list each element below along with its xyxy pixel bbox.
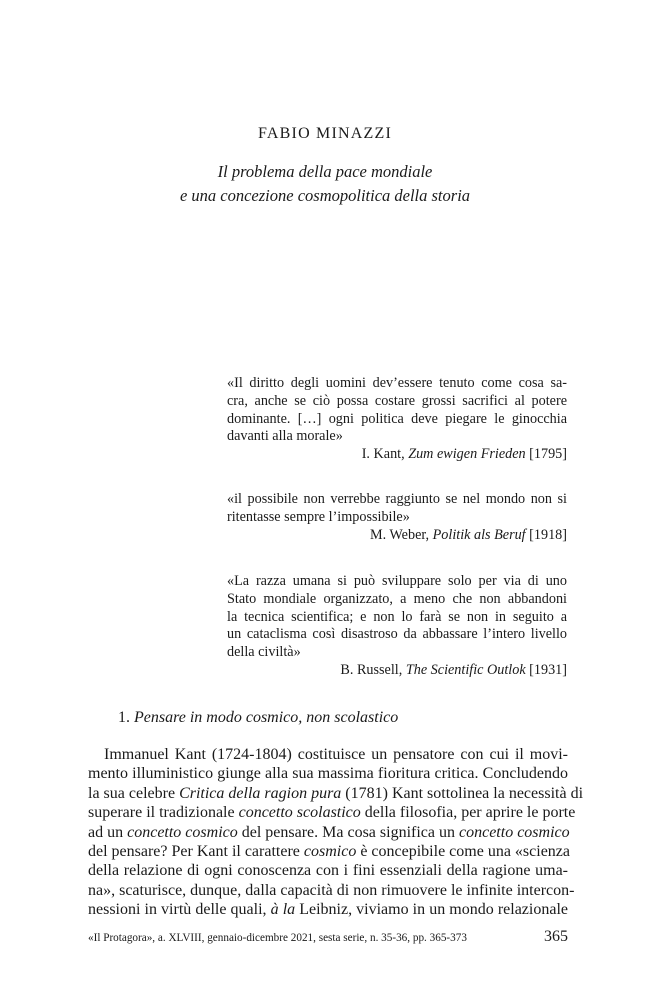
quote-line: della civiltà» [227,644,301,661]
epigraph-quote [227,573,567,662]
body-line: della relazione di ogni conoscenza con i fini essenziali della ragione uma- [88,862,568,880]
epigraph-kant [227,375,567,464]
cite-author: B. Russell, [340,661,406,678]
emphasis: concetto cosmico [459,823,570,841]
cite-year: [1795] [525,446,567,463]
epigraph-citation [227,662,567,680]
epigraph-weber [227,491,567,544]
body-text: del pensare? Per Kant il carattere [88,843,304,861]
body-line [88,823,568,842]
quote-line: cra, anche se ciò possa costare grossi sacrifici al potere [227,392,567,409]
body-text: nessioni in virtù delle quali, [88,901,271,919]
title-line-2: e una concezione cosmopolitica della storia [179,186,471,205]
quote-line: «Il diritto degli uomini dev’essere tenuto come cosa sa- [227,375,567,391]
quote-line: un cataclisma così disastroso da abbassare l’intero livello [227,626,567,643]
cite-work: The Scientific Outlok [405,661,526,678]
body-text: della filosofia, per aprire le porte [360,804,576,822]
epigraph-quote [227,375,567,446]
section-title: Pensare in modo cosmico, non scolastico [134,709,399,726]
body-text: Leibniz, viviamo in un mondo relazionale [295,901,568,919]
body-line: na», scaturisce, dunque, dalla capacità di non rimuovere le infinite intercon- [88,881,575,899]
body-paragraph [88,745,584,920]
quote-line: la tecnica scientifica; e non lo farà se non in seguito a [227,608,567,625]
body-line: Immanuel Kant (1724-1804) costituisce un pensatore con cui il movi- [104,746,568,763]
quote-line: Stato mondiale organizzato, a meno che non abbandoni [227,590,567,607]
cite-author: M. Weber, [369,526,433,543]
journal-footer: «Il Protagora», a. XLVIII, gennaio-dicembre 2021, sesta serie, n. 35-36, pp. 365-373 [88,932,467,944]
body-text: superare il tradizionale [88,804,239,822]
body-text: la sua celebre [88,784,180,802]
cite-work: Zum ewigen Frieden [408,446,526,463]
body-line [88,842,568,861]
quote-line: ritentasse sempre l’impossibile» [227,508,410,525]
epigraph-russell [227,573,567,680]
cite-year: [1931] [525,661,567,678]
cite-year: [1918] [525,526,567,543]
emphasis: à la [270,901,296,919]
body-text: è concepibile come una «scienza [356,843,570,861]
author-name: FABIO MINAZZI [258,125,392,142]
emphasis: cosmico [303,843,357,861]
quote-line: «La razza umana si può sviluppare solo per via di uno [227,573,567,589]
body-line [88,803,576,822]
book-title: Critica della ragion pura [179,784,342,802]
body-line [88,784,584,803]
body-line: mento illuministico giunge alla sua massima fioritura critica. Concludendo [88,765,568,783]
quote-line: «il possibile non verrebbe raggiunto se nel mondo non si [227,491,567,507]
body-line [88,900,568,919]
section-heading [118,709,398,727]
section-number: 1. [118,709,134,726]
page-number: 365 [544,928,568,945]
body-text: (1781) Kant sottolinea la necessità di [341,784,584,802]
title-line-1: Il problema della pace mondiale [217,162,433,181]
cite-work: Politik als Beruf [432,526,526,543]
cite-author: I. Kant, [361,446,409,463]
body-text: ad un [88,823,128,841]
quote-line: dominante. […] ogni politica deve piegare le ginocchia [227,410,567,427]
epigraph-quote [227,491,567,527]
emphasis: concetto scolastico [238,804,361,822]
quote-line: davanti alla morale» [227,428,343,445]
article-title [0,160,650,208]
emphasis: concetto cosmico [127,823,238,841]
epigraph-citation [227,446,567,464]
epigraph-citation [227,527,567,545]
body-text: del pensare. Ma cosa significa un [237,823,459,841]
